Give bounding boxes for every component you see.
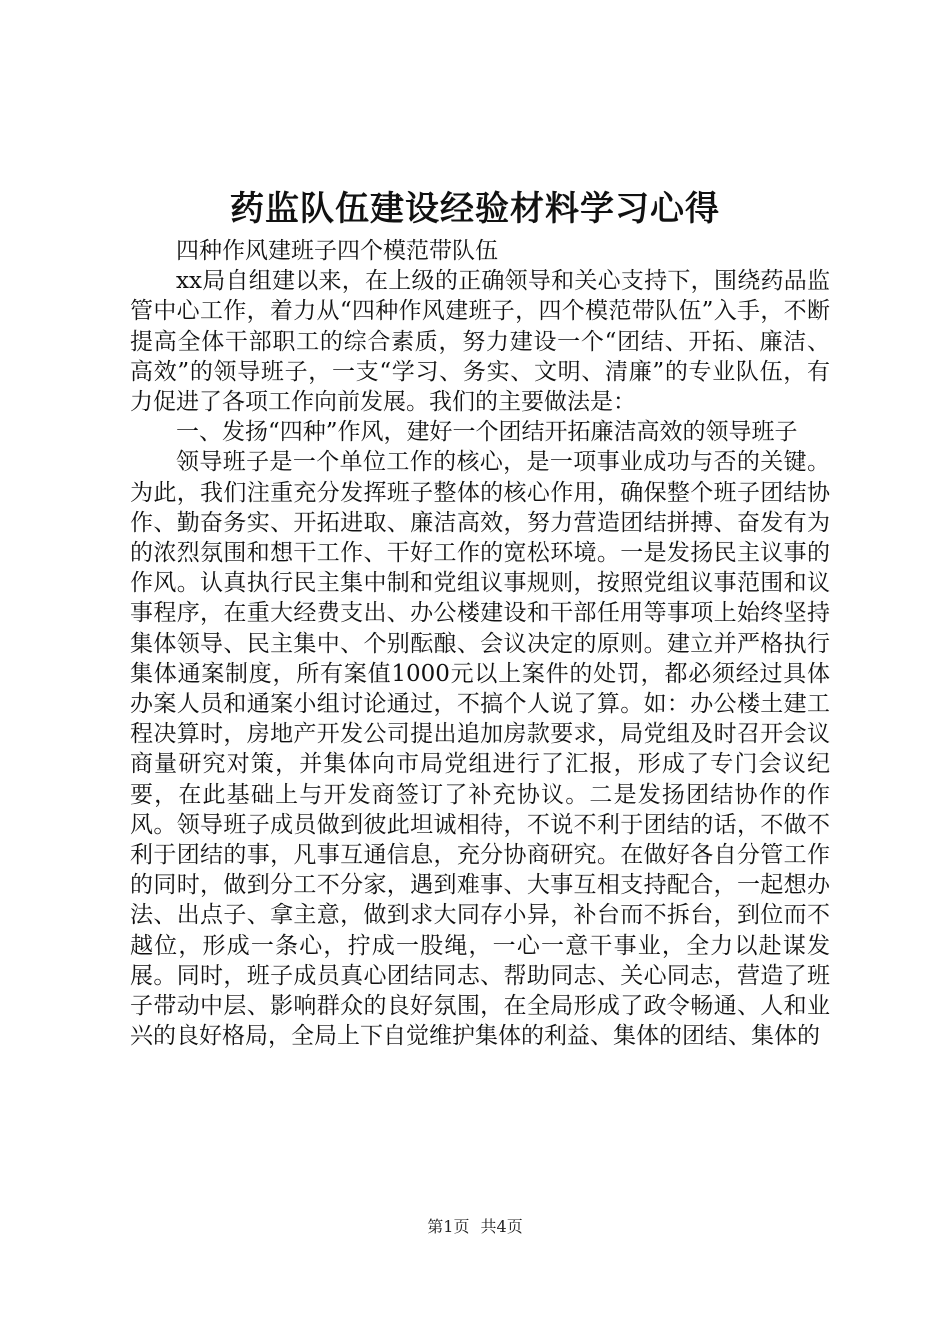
document-body xyxy=(130,236,830,1051)
page-total: 共4页 xyxy=(480,1217,523,1236)
page-footer xyxy=(0,1216,950,1238)
document-title: 药监队伍建设经验材料学习心得 xyxy=(230,189,720,229)
intro-paragraph: xx局自组建以来，在上级的正确领导和关心支持下，围绕药品监管中心工作，着力从“四种作风建班子，四个模范带队伍”入手，不断提高全体干部职工的综合素质，努力建设一个“团结、开拓、廉洁、高效”的领导班子，一支“学习、务实、文明、清廉”的专业队伍，有力促进了各项工作向前发展。我们的主要做法是： xyxy=(130,268,830,416)
subtitle-paragraph: 四种作风建班子四个模范带队伍 xyxy=(176,238,498,264)
body-paragraph: 领导班子是一个单位工作的核心，是一项事业成功与否的关键。为此，我们注重充分发挥班子整体的核心作用，确保整个班子团结协作、勤奋务实、开拓进取、廉洁高效，努力营造团结拼搏、奋发有为的浓烈氛围和想干工作、干好工作的宽松环境。一是发扬民主议事的作风。认真执行民主集中制和党组议事规则，按照党组议事范围和议事程序，在重大经费支出、办公楼建设和干部任用等事项上始终坚持集体领导、民主集中、个别酝酿、会议决定的原则。建立并严格执行集体通案制度，所有案值1000元以上案件的处罚，都必须经过具体办案人员和通案小组讨论通过，不搞个人说了算。如：办公楼土建工程决算时，房地产开发公司提出追加房款要求，局党组及时召开会议商量研究对策，并集体向市局党组进行了汇报，形成了专门会议纪要，在此基础上与开发商签订了补充协议。二是发扬团结协作的作风。领导班子成员做到彼此坦诚相待，不说不利于团结的话，不做不利于团结的事，凡事互通信息，充分协商研究。在做好各自分管工作的同时，做到分工不分家，遇到难事、大事互相支持配合，一起想办法、出点子、拿主意，做到求大同存小异，补台而不拆台，到位而不越位，形成一条心，拧成一股绳，一心一意干事业，全力以赴谋发展。同时，班子成员真心团结同志、帮助同志、关心同志，营造了班子带动中层、影响群众的良好氛围，在全局形成了政令畅通、人和业兴的良好格局，全局上下自觉维护集体的利益、集体的团结、集体的 xyxy=(130,449,830,1050)
section-heading-paragraph: 一、发扬“四种”作风，建好一个团结开拓廉洁高效的领导班子 xyxy=(176,419,798,446)
page-number: 第1页 xyxy=(427,1217,470,1236)
